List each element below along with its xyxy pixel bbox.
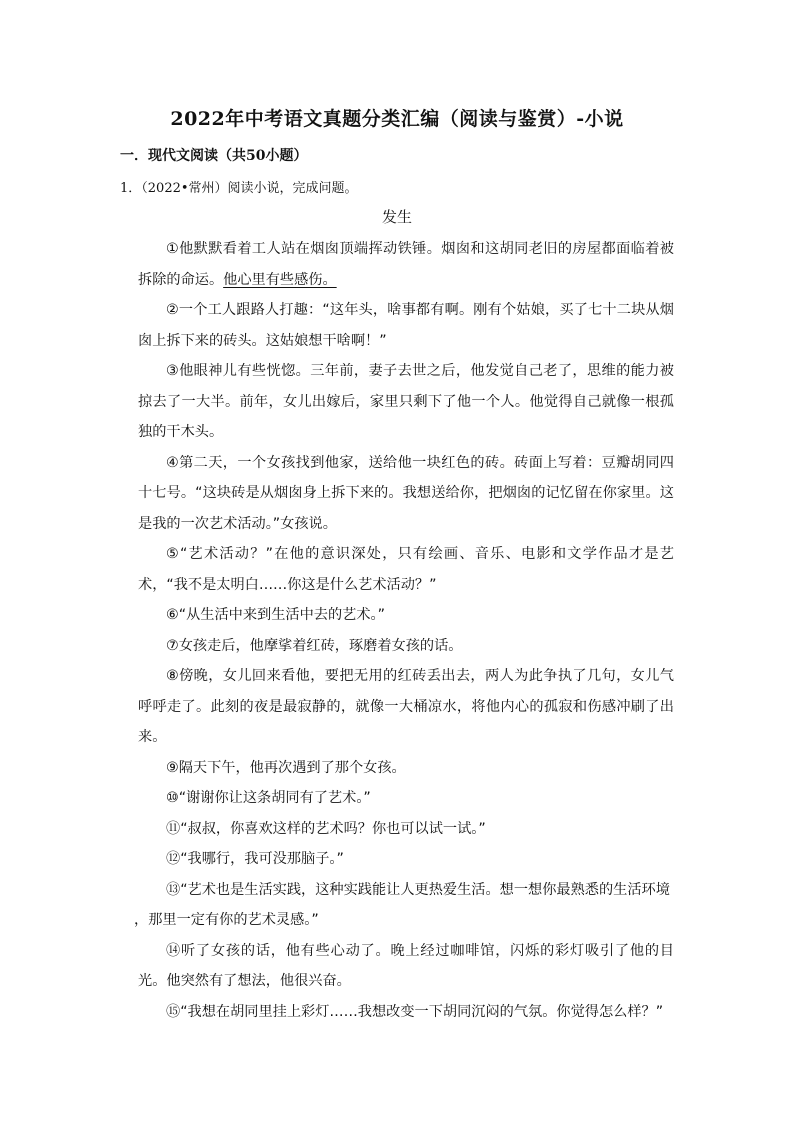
story-paragraph: ②一个工人跟路人打趣：“这年头，啥事都有啊。刚有个姑娘，买了七十二块从烟囱上拆下来的砖头。这姑娘想干啥啊！” (138, 302, 674, 349)
story-paragraph: ⑤“艺术活动？”在他的意识深处，只有绘画、音乐、电影和文学作品才是艺术，“我不是太明白……你这是什么艺术活动？” (138, 546, 674, 593)
story-body (134, 234, 674, 1027)
document-title: 2022年中考语文真题分类汇编（阅读与鉴赏）-小说 (170, 108, 624, 130)
question-prompt: 1．（2022•常州）阅读小说，完成问题。 (120, 181, 358, 196)
story-paragraph: ⑨隔天下午，他再次遇到了那个女孩。 (166, 759, 406, 776)
story-paragraph: ⑫“我哪行，我可没那脑子。” (166, 851, 344, 867)
underlined-sentence: 他心里有些感伤。 (223, 271, 337, 288)
story-paragraph: ⑩“谢谢你让这条胡同有了艺术。” (166, 790, 371, 806)
story-paragraph: ⑬“艺术也是生活实践，这种实践能让人更热爱生活。想一想你最熟悉的生活环境 (166, 881, 670, 898)
story-paragraph: ⑮“我想在胡同里挂上彩灯……我想改变一下胡同沉闷的气氛。你觉得怎么样？” (166, 1003, 664, 1020)
story-paragraph: ⑭听了女孩的话，他有些心动了。晚上经过咖啡馆，闪烁的彩灯吸引了他的目光。他突然有了想法，他很兴奋。 (138, 942, 674, 989)
story-paragraph-continuation: ，那里一定有你的艺术灵感。” (134, 912, 319, 928)
paragraph-text: ①他默默看着工人站在烟囱顶端挥动铁锤。烟囱和这胡同老旧的房屋都面临着被拆除的命运。 (138, 241, 674, 288)
story-paragraph: ⑧傍晚，女儿回来看他，要把无用的红砖丢出去，两人为此争执了几句，女儿气呼呼走了。此刻的夜是最寂静的，就像一大桶凉水，将他内心的孤寂和伤感冲刷了出来。 (138, 668, 674, 745)
story-paragraph: ⑦女孩走后，他摩挲着红砖，琢磨着女孩的话。 (166, 637, 463, 654)
section-heading: 一．现代文阅读（共50小题） (120, 148, 308, 164)
story-paragraph: ⑥“从生活中来到生活中去的艺术。” (166, 607, 385, 623)
story-paragraph: ⑪“叔叔，你喜欢这样的艺术吗？你也可以试一试。” (166, 820, 486, 837)
story-paragraph (138, 234, 674, 295)
story-paragraph: ④第二天，一个女孩找到他家，送给他一块红色的砖。砖面上写着：豆瓣胡同四十七号。“这块砖是从烟囱身上拆下来的。我想送给你，把烟囱的记忆留在你家里。这是我的一次艺术活动。”女孩说。 (138, 454, 674, 532)
story-paragraph: ③他眼神儿有些恍惚。三年前，妻子去世之后，他发觉自己老了，思维的能力被掠去了一大半。前年，女儿出嫁后，家里只剩下了他一个人。他觉得自己就像一根孤独的干木头。 (138, 363, 674, 440)
story-title: 发生 (381, 208, 412, 226)
